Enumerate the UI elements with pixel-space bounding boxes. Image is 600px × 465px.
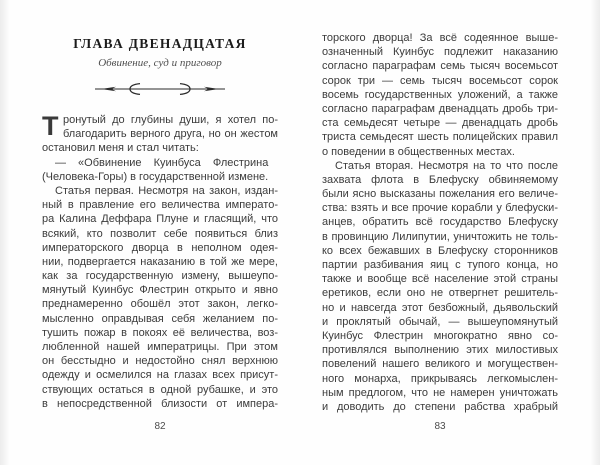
- text-line: но и навсегда этот безбожный, дьявольский: [322, 301, 558, 314]
- text-line: нии, подвергается наказанию в той же мере,: [42, 255, 278, 268]
- text-line: партии разбивания яиц с тупого конца, но: [322, 259, 558, 271]
- page-number-right: 83: [434, 421, 446, 432]
- left-page: [42, 0, 278, 465]
- text-line: согласно параграфам семь тысяч восемьсот: [322, 60, 558, 73]
- text-line: любленной нашей императрицы. При этом: [42, 341, 278, 353]
- text-line: преднамеренно обошёл этот закон, легко-: [42, 298, 278, 311]
- text-line: анцев, обратить всё государство Блефуску: [322, 216, 558, 229]
- text-line: императорского дворца в неполном одея-: [42, 241, 278, 254]
- left-page-text: [42, 113, 278, 411]
- text-line: мянутый Куинбус Флестрин открыто и явно: [42, 284, 278, 297]
- text-line: противлялся выполнению этих милостивых: [322, 344, 558, 357]
- text-line: он бесстыдно и недостойно снял верхнюю: [42, 355, 278, 368]
- text-line: всякий, кто позволит себе появиться близ: [42, 227, 278, 240]
- text-line: как за государственную измену, вышеупо-: [42, 270, 278, 283]
- text-line: о поведении в общественных местах.: [322, 145, 515, 158]
- text-line: также и вообще всё население этой страны: [322, 273, 558, 286]
- text-line: ный в правление его величества императо-: [42, 199, 278, 212]
- text-line: ста семьдесят четыре — двенадцать дробь: [322, 117, 558, 130]
- text-line: были ясно высказаны пожелания его величе-: [322, 188, 558, 201]
- page-edge-right: [590, 0, 600, 465]
- text-line: ра Калина Деффара Плуне и гласящий, что: [42, 213, 278, 226]
- text-line: ным предлогом, что не намерен уничтожать: [322, 386, 558, 399]
- right-page: [322, 0, 558, 465]
- text-line: Статья вторая. Несмотря на то что после: [335, 159, 558, 172]
- text-line: мысленно оправдывая себя желанием по-: [42, 312, 278, 325]
- text-line: ства: взять и все прочие корабли у блефуски-: [322, 202, 558, 215]
- text-line: и доводить до степени рабства храбрый: [322, 400, 558, 413]
- text-line: остановил меня и стал читать:: [42, 142, 199, 155]
- text-line: в провинцию Лилипутии, уничтожить не толь-: [322, 230, 558, 243]
- text-line: Статья первая. Несмотря на закон, издан-: [55, 184, 278, 197]
- page-edge-left: [0, 0, 10, 465]
- text-line: ко всех бежавших в Блефуску сторонников: [322, 244, 558, 257]
- text-line: еретиков, если оно не отвергнет решитель-: [322, 287, 558, 300]
- text-line: согласно параграфам двенадцать дробь три-: [322, 102, 558, 115]
- divider-arrow-ornament: [93, 82, 227, 96]
- page-number-left: 82: [154, 421, 166, 432]
- text-line: триста семьдесят шесть полицейских правил: [322, 131, 558, 144]
- text-line: ронутый до глубины души, я хотел по-: [63, 114, 278, 126]
- text-line: ного монарха, прикрываясь легкомыслен-: [322, 372, 558, 385]
- text-line: и проклятый обычай, — вышеупомянутый: [322, 315, 558, 328]
- chapter-subtitle: Обвинение, суд и приговор: [98, 57, 222, 69]
- ornament-divider: [42, 82, 278, 96]
- text-line: благодарить верного друга, но он жестом: [63, 128, 278, 141]
- text-line: — «Обвинение Куинбуса Флестрина: [55, 156, 269, 169]
- text-line: повелений нашего великого и могуществен-: [322, 358, 558, 371]
- text-line: означенный Куинбус подлежит наказанию: [322, 46, 558, 59]
- drop-cap: Т: [42, 111, 59, 141]
- text-line: (Человека-Горы) в государственной измене.: [42, 170, 269, 183]
- chapter-title: ГЛАВА ДВЕНАДЦАТАЯ: [73, 36, 247, 51]
- text-line: торского дворца! За всё содеянное выше-: [322, 32, 558, 44]
- text-line: восемь государственных уложений, а также: [322, 88, 558, 101]
- text-line: ствующих остаться в одной рубашке, и это: [42, 383, 278, 396]
- text-line: захвата флота в Блефуску обвиняемому: [322, 173, 558, 186]
- text-line: в непосредственной близости от импера-: [42, 397, 278, 410]
- text-line: Куинбус Флестрин многократно явно со-: [322, 329, 558, 342]
- text-line: одежду и осмелился на глазах всех присут-: [42, 369, 278, 382]
- text-line: сорок три — семь тысяч восемьсот сорок: [322, 74, 558, 87]
- text-line: тушить пожар в покоях её величества, воз-: [42, 326, 278, 339]
- right-page-text: [322, 31, 558, 414]
